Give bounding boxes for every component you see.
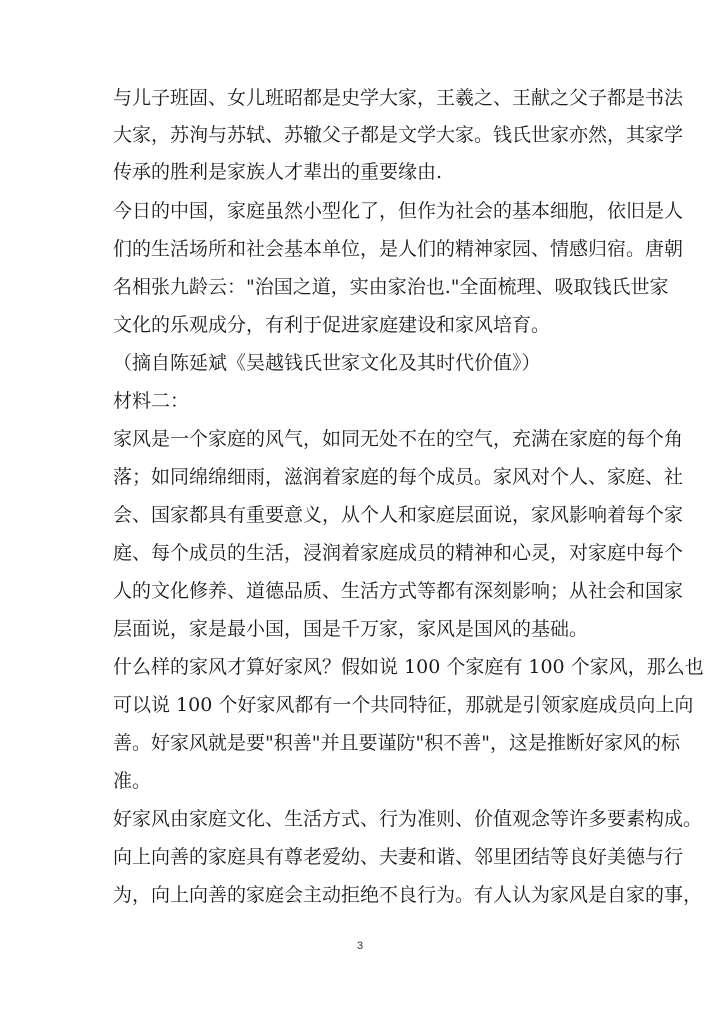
text-line: 名相张九龄云："治国之道，实由家治也."全面梳理、吸取钱氏世家 bbox=[113, 276, 669, 298]
page-number: 3 bbox=[356, 940, 364, 952]
text-line: 落；如同绵绵细雨，滋润着家庭的每个成员。家风对个人、家庭、社 bbox=[113, 466, 684, 488]
text-line: 文化的乐观成分，有利于促进家庭建设和家风培育。 bbox=[113, 314, 551, 336]
text-line: 们的生活场所和社会基本单位，是人们的精神家园、情感归宿。唐朝 bbox=[113, 238, 684, 260]
text-line: 为，向上向善的家庭会主动拒绝不良行为。有人认为家风是自家的事， bbox=[113, 884, 703, 906]
text-line: 向上向善的家庭具有尊老爱幼、夫妻和谐、邻里团结等良好美德与行 bbox=[113, 846, 684, 868]
source-citation: （摘自陈延斌《吴越钱氏世家文化及其时代价值》） bbox=[113, 352, 541, 374]
text-line: 传承的胜利是家族人才辈出的重要缘由. bbox=[113, 161, 443, 183]
text-line: 准。 bbox=[113, 770, 152, 792]
text-line: 大家，苏洵与苏轼、苏辙父子都是文学大家。钱氏世家亦然，其家学 bbox=[113, 124, 684, 146]
text-line: 家风是一个家庭的风气，如同无处不在的空气，充满在家庭的每个角 bbox=[113, 428, 684, 450]
text-line: 会、国家都具有重要意义，从个人和家庭层面说，家风影响着每个家 bbox=[113, 504, 684, 526]
text-line: 什么样的家风才算好家风？假如说 100 个家庭有 100 个家风，那么也 bbox=[113, 656, 704, 678]
text-line: 人的文化修养、道德品质、生活方式等都有深刻影响；从社会和国家 bbox=[113, 580, 684, 602]
text-line: 善。好家风就是要"积善"并且要谨防"积不善"，这是推断好家风的标 bbox=[113, 732, 680, 754]
text-line: 层面说，家是最小国，国是千万家，家风是国风的基础。 bbox=[113, 618, 589, 640]
text-line: 庭、每个成员的生活，浸润着家庭成员的精神和心灵，对家庭中每个 bbox=[113, 542, 684, 564]
text-line: 好家风由家庭文化、生活方式、行为准则、价值观念等许多要素构成。 bbox=[113, 808, 703, 830]
text-line: 今日的中国，家庭虽然小型化了，但作为社会的基本细胞，依旧是人 bbox=[113, 200, 684, 222]
section-heading: 材料二： bbox=[113, 390, 190, 412]
text-line: 可以说 100 个好家风都有一个共同特征，那就是引领家庭成员向上向 bbox=[113, 694, 694, 716]
text-line: 与儿子班固、女儿班昭都是史学大家，王羲之、王献之父子都是书法 bbox=[113, 87, 684, 109]
